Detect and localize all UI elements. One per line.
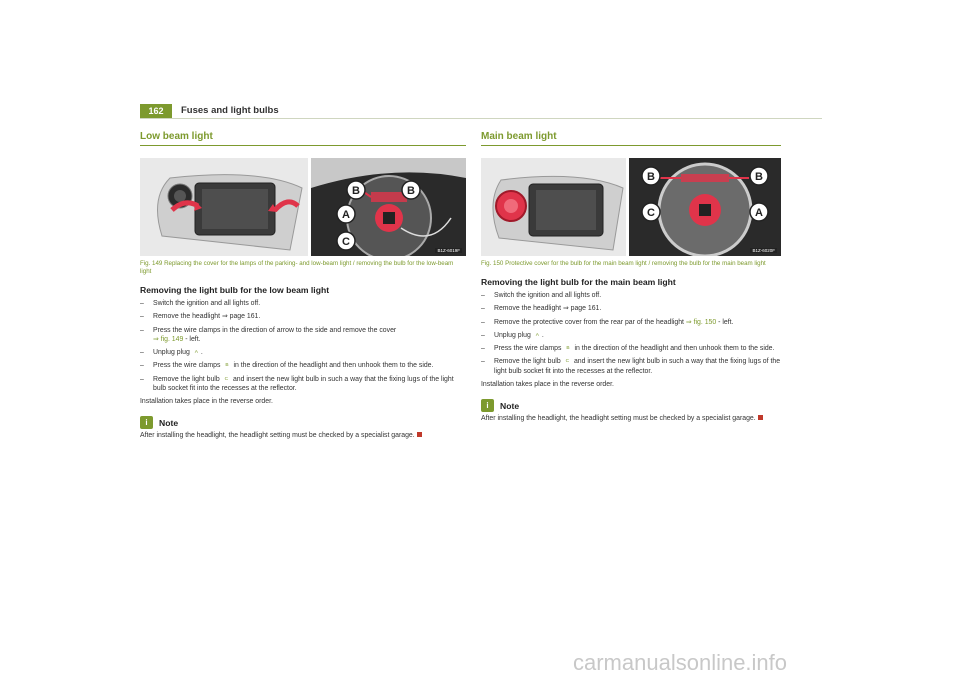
note-icon: i (140, 416, 153, 429)
callout-c (642, 203, 660, 221)
label-chip-b: B (566, 346, 570, 352)
label-chip-a: A (194, 350, 198, 356)
note-title: Note (500, 400, 520, 411)
section-divider (140, 145, 466, 146)
step-item: – Press the wire clamps B in the direction of the headlight and then unhook them to the side. (140, 361, 466, 370)
section-title: Low beam light (140, 131, 213, 142)
note-text: After installing the headlight, the headlight setting must be checked by a specialist garage. (140, 431, 466, 440)
svg-text:C: C (647, 207, 655, 219)
step-item: – Remove the headlight ⇒ page 161. (481, 304, 781, 313)
figure-149 (140, 158, 466, 256)
label-chip-c: C (224, 376, 229, 382)
svg-text:A: A (342, 209, 350, 221)
callout-a (337, 205, 355, 223)
svg-text:B: B (407, 185, 415, 197)
subsection-title: Removing the light bulb for the main beam light (481, 277, 676, 287)
note-text: After installing the headlight, the headlight setting must be checked by a specialist garage. (481, 414, 781, 423)
step-item: – Unplug plug A . (481, 331, 781, 340)
svg-text:A: A (755, 207, 763, 219)
figure-link[interactable]: ⇒ fig. 150 (685, 318, 717, 326)
step-item: – Remove the light bulb C and insert the new light bulb in such a way that the fixing lugs of the light bulb socket fit into the recesses at the reflector. (140, 375, 466, 393)
step-item: – Press the wire clamps B in the direction of the headlight and then unhook them to the side. (481, 344, 781, 353)
label-chip-a: A (535, 332, 539, 338)
main-beam-bulb-image (629, 158, 781, 256)
step-item: – Press the wire clamps in the direction of arrow to the side and remove the cover ⇒ fig. 149 - left. (140, 326, 466, 344)
step-item: – Remove the light bulb C and insert the new light bulb in such a way that the fixing lugs of the light bulb socket fit into the recesses at the reflector. (481, 357, 781, 375)
subsection-title: Removing the light bulb for the low beam light (140, 285, 330, 295)
svg-text:C: C (342, 236, 350, 248)
note-header (481, 399, 781, 412)
step-list (140, 299, 466, 393)
callout-b-right (402, 181, 420, 199)
svg-text:B: B (352, 185, 360, 197)
callout-b-right (750, 167, 768, 185)
figure-link[interactable]: ⇒ fig. 149 (153, 335, 184, 343)
step-item: – Switch the ignition and all lights off. (140, 299, 466, 308)
headlight-rear-image (140, 158, 308, 256)
step-item: – Unplug plug A . (140, 348, 466, 357)
section-title: Main beam light (481, 131, 557, 142)
figure-caption: Fig. 149 Replacing the cover for the lamps of the parking- and low-beam light / removing the bulb for the low-beam light (140, 260, 454, 275)
low-beam-section (140, 130, 466, 441)
figure-caption: Fig. 150 Protective cover for the bulb for the main beam light / removing the bulb for the main beam light (481, 260, 766, 267)
label-chip-c: C (565, 359, 570, 365)
installation-text: Installation takes place in the reverse order. (140, 398, 273, 406)
note-title: Note (159, 417, 179, 428)
callout-a (750, 203, 768, 221)
figure-150 (481, 158, 781, 256)
callout-b-left (347, 181, 365, 199)
installation-text: Installation takes place in the reverse order. (481, 380, 614, 388)
watermark: carmanualsonline.info (573, 650, 788, 675)
figure-code: B1Z-6019F (437, 248, 460, 253)
low-beam-bulb-image (311, 158, 466, 256)
main-beam-section (481, 130, 781, 423)
callout-c (337, 232, 355, 250)
step-item: – Remove the protective cover from the rear par of the headlight ⇒ fig. 150 - left. (481, 318, 781, 327)
headlight-cover-image (481, 158, 626, 256)
header-divider (140, 118, 822, 119)
note-header (140, 416, 466, 429)
svg-text:B: B (647, 171, 655, 183)
step-item: – Remove the headlight ⇒ page 161. (140, 312, 466, 321)
step-item: – Switch the ignition and all lights off. (481, 291, 781, 300)
section-divider (481, 145, 781, 146)
page-number: 162 (140, 104, 172, 118)
chapter-title: Fuses and light bulbs (181, 105, 279, 116)
svg-text:B: B (755, 171, 763, 183)
label-chip-b: B (225, 363, 229, 369)
end-marker-icon (758, 415, 763, 420)
callout-b-left (642, 167, 660, 185)
step-list (481, 291, 781, 376)
end-marker-icon (417, 432, 422, 437)
figure-code: B1Z-6020F (752, 248, 775, 253)
note-icon: i (481, 399, 494, 412)
